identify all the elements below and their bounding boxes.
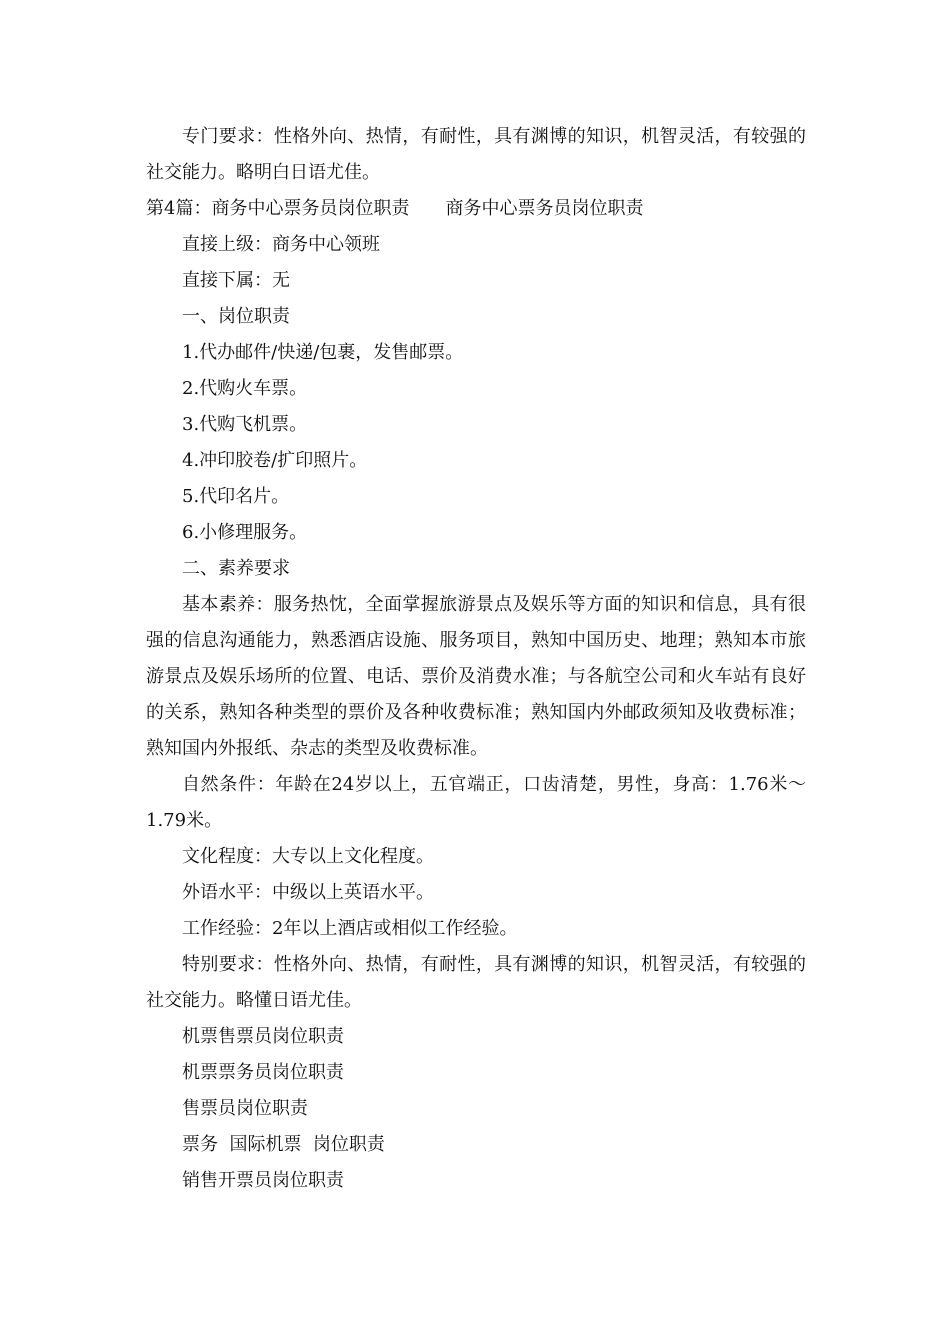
intro-requirement: 专门要求：性格外向、热情，有耐性，具有渊博的知识，机智灵活，有较强的社交能力。略明白日语尤佳。: [146, 126, 806, 183]
special-requirement: 特别要求：性格外向、热情，有耐性，具有渊博的知识，机智灵活，有较强的社交能力。略懂日语尤佳。: [146, 954, 806, 1011]
duty-item: 5.代印名片。: [182, 486, 290, 507]
related-link[interactable]: 票务 国际机票 岗位职责: [182, 1134, 385, 1155]
duty-item: 6.小修理服务。: [182, 522, 308, 543]
qualifications-heading: 二、素养要求: [182, 558, 290, 579]
foreign-language: 外语水平：中级以上英语水平。: [182, 882, 434, 903]
duties-heading: 一、岗位职责: [182, 306, 290, 327]
related-link[interactable]: 售票员岗位职责: [182, 1098, 308, 1119]
related-link[interactable]: 销售开票员岗位职责: [182, 1170, 344, 1191]
direct-subordinate: 直接下属：无: [182, 270, 290, 291]
duty-item: 1.代办邮件/快递/包裹，发售邮票。: [182, 342, 464, 363]
related-link[interactable]: 机票售票员岗位职责: [182, 1026, 344, 1047]
section-title: 第4篇：商务中心票务员岗位职责: [146, 198, 410, 219]
natural-conditions: 自然条件：年龄在24岁以上，五官端正，口齿清楚，男性，身高：1.76米～1.79米。: [146, 774, 806, 831]
section-subtitle: 商务中心票务员岗位职责: [445, 198, 644, 219]
work-experience: 工作经验：2年以上酒店或相似工作经验。: [182, 918, 518, 939]
related-link[interactable]: 机票票务员岗位职责: [182, 1062, 344, 1083]
education: 文化程度：大专以上文化程度。: [182, 846, 434, 867]
duty-item: 2.代购火车票。: [182, 378, 308, 399]
duty-item: 3.代购飞机票。: [182, 414, 308, 435]
direct-superior: 直接上级：商务中心领班: [182, 234, 380, 255]
section-heading: [146, 191, 806, 227]
document-body: [146, 119, 806, 1199]
basic-quality: 基本素养：服务热忱，全面掌握旅游景点及娱乐等方面的知识和信息，具有很强的信息沟通能力，熟悉酒店设施、服务项目，熟知中国历史、地理；熟知本市旅游景点及娱乐场所的位置、电话、票价及消费水准；与各航空公司和火车站有良好的关系，熟知各种类型的票价及各种收费标准；熟知国内外邮政须知及收费标准；熟知国内外报纸、杂志的类型及收费标准。: [146, 594, 806, 759]
duty-item: 4.冲印胶卷/扩印照片。: [182, 450, 368, 471]
